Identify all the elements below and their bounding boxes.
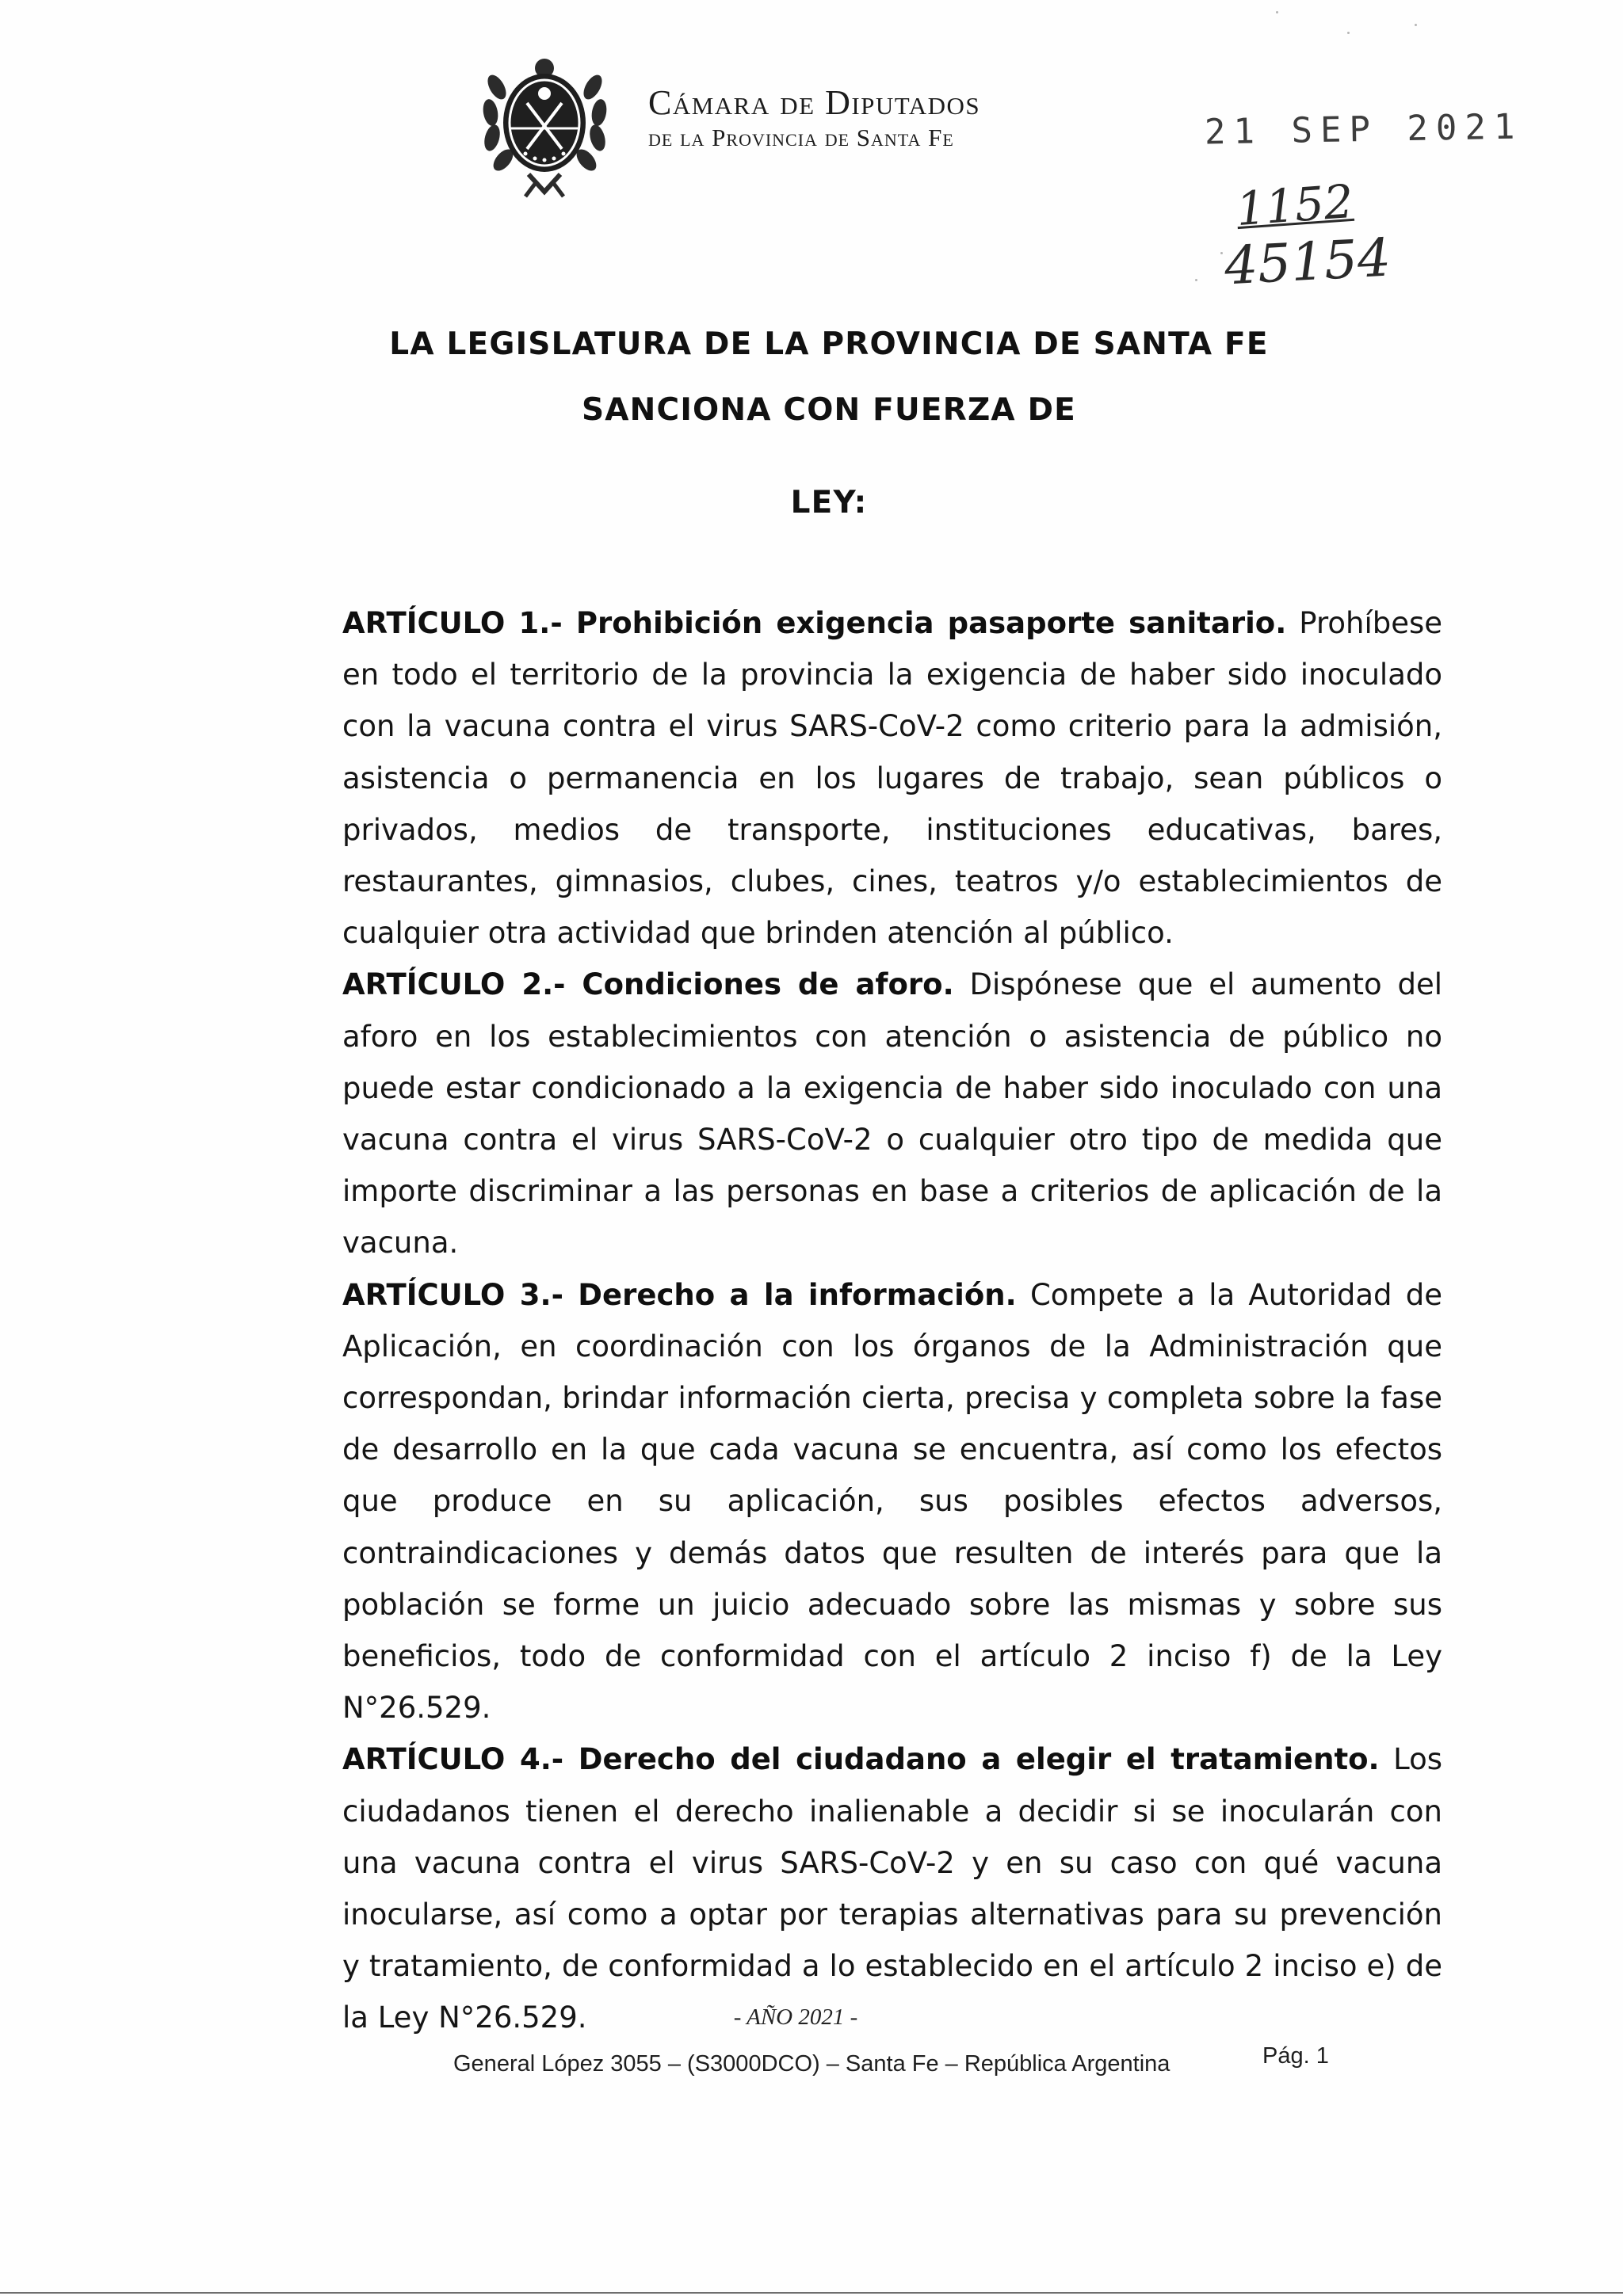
letterhead-text [648,83,981,151]
page-number: Pág. 1 [1262,2043,1329,2069]
article-3-text: Compete a la Autoridad de Aplicación, en coordinación con los órganos de la Administración que correspondan, brindar información cierta, precisa y completa sobre la fase de desarrollo en la que cada vacuna se encuentra, así como los efectos que produce en su aplicación, sus posibles efectos adversos, contraindicaciones y demás datos que resulten de interés para que la población se forme un juicio adecuado sobre las mismas y sobre sus beneficios, todo de conformidad con el artículo 2 inciso f) de la Ley N°26.529. [342,1277,1442,1726]
article-3 [342,1269,1442,1734]
scan-speck [1220,252,1223,254]
year-footer: - AÑO 2021 - [733,2004,858,2030]
address-footer: General López 3055 – (S3000DCO) – Santa Fe – República Argentina [453,2051,1170,2077]
scan-speck [1195,279,1197,281]
article-2 [342,959,1442,1268]
article-1-text: Prohíbese en todo el territorio de la provincia la exigencia de haber sido inoculado con la vacuna contra el virus SARS-CoV-2 como criterio para la admisión, asistencia o permanencia en los lugares de trabajo, sean públicos o privados, medios de transporte, instituciones educativas, bares, restaurantes, gimnasios, clubes, cines, teatros y/o establecimientos de cualquier otra actividad que brinden atención al público. [342,606,1443,951]
article-2-text: Dispónese que el aumento del aforo en los establecimientos con atención o asistencia de público no puede estar condicionado a la exigencia de haber sido inoculado con una vacuna contra el virus SARS-CoV-2 o cualquier otro tipo de medida que importe discriminar a las personas en base a criterios de aplicación de la vacuna. [342,967,1443,1261]
article-4 [342,1733,1442,2043]
article-1-heading: ARTÍCULO 1.- Prohibición exigencia pasaporte sanitario. [342,606,1287,640]
article-2-heading: ARTÍCULO 2.- Condiciones de aforo. [342,967,954,1002]
article-4-heading: ARTÍCULO 4.- Derecho del ciudadano a elegir el tratamiento. [342,1742,1380,1777]
legislature-heading: LA LEGISLATURA DE LA PROVINCIA DE SANTA FE [389,326,1269,362]
article-1 [342,597,1442,959]
scan-speck [1347,32,1350,34]
bottom-rule [0,2292,1623,2294]
handwritten-number-2: 45154 [1223,227,1392,297]
article-4-text: Los ciudadanos tienen el derecho inalienable a decidir si se inocularán con una vacuna contra el virus SARS-CoV-2 y en su caso con qué vacuna inocularse, así como a optar por terapias alternativas para su prevención y tratamiento, de conformidad a lo establecido en el artículo 2 inciso e) de la Ley N°26.529. [342,1742,1442,2035]
scan-speck [1276,11,1278,13]
sanction-heading: SANCIONA CON FUERZA DE [581,392,1077,428]
provincial-seal-icon [479,55,610,202]
province-name: de la Provincia de Santa Fe [648,124,954,151]
law-heading: LEY: [790,485,868,521]
handwritten-number-1: 1152 [1234,174,1355,237]
received-date-stamp: 21 SEP 2021 [1204,106,1523,153]
chamber-name: Cámara de Diputados [648,83,981,122]
scan-speck [1415,24,1417,26]
law-body [342,597,1442,2044]
article-3-heading: ARTÍCULO 3.- Derecho a la información. [342,1277,1017,1312]
